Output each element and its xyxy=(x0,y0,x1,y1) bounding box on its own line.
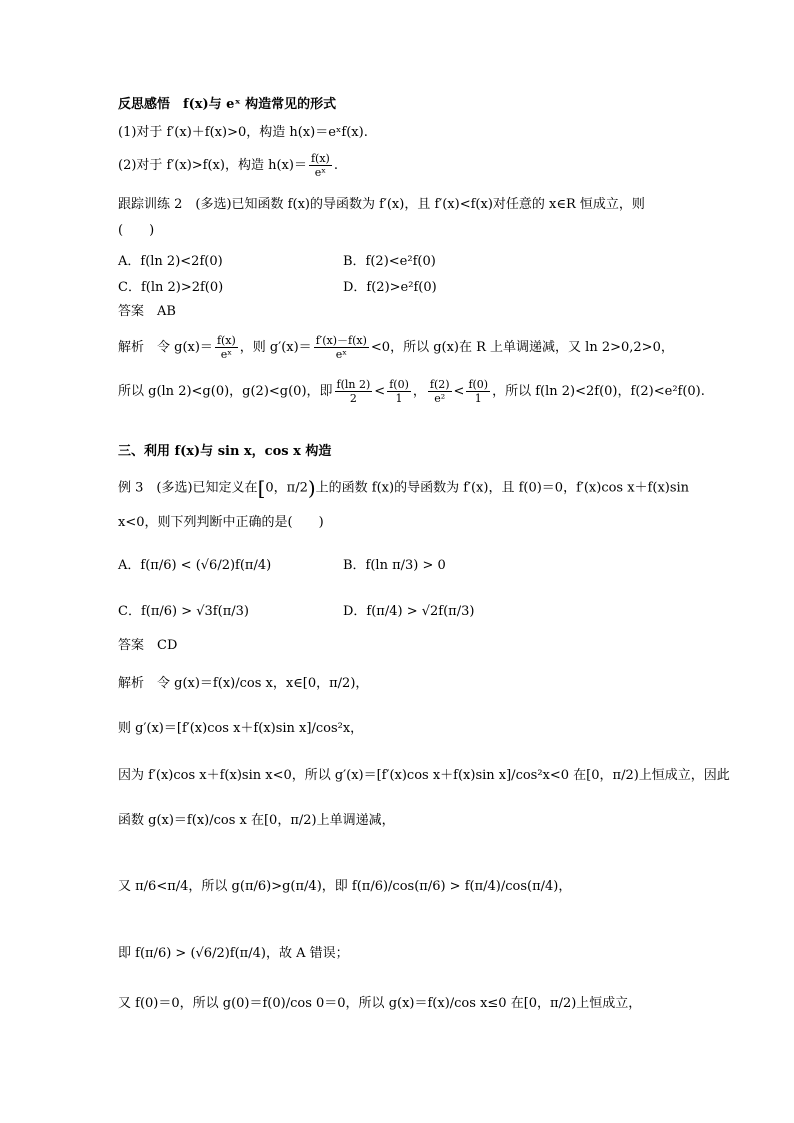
reflection-item-1: (1)对于 f′(x)＋f(x)>0，构造 h(x)＝eˣf(x). xyxy=(118,125,368,140)
example-3-option-a: A．f(π/6) < (√6/2)f(π/4) xyxy=(118,558,272,573)
fraction-denominator: 1 xyxy=(474,392,482,405)
example-3-solution-1: 解析 令 g(x)＝f(x)/cos x，x∈[0，π/2)， xyxy=(118,676,369,691)
example-3-option-c: C．f(π/6) > √3f(π/3) xyxy=(118,604,249,619)
fraction-denominator: 1 xyxy=(395,392,403,405)
exercise-2-solution-line1 xyxy=(118,334,674,361)
example-3-stem xyxy=(118,476,690,500)
interval-bracket: [ xyxy=(257,476,266,500)
example-3-option-d: D．f(π/4) > √2f(π/3) xyxy=(343,604,475,619)
example-3-solution-5: 又 π/6<π/4，所以 g(π/6)>g(π/4)，即 f(π/6)/cos(π/6) > f(π/4)/cos(π/4)， xyxy=(118,879,572,894)
exercise-2-answer: 答案 AB xyxy=(118,304,176,319)
fraction-numerator: f(ln 2) xyxy=(336,378,371,391)
item2-fraction xyxy=(309,152,332,179)
solution-fraction xyxy=(466,378,490,405)
solution-text: ，则 g′(x)＝ xyxy=(239,340,312,355)
fraction-numerator: f(x) xyxy=(310,152,330,165)
example-3-solution-4: 函数 g(x)＝f(x)/cos x 在[0，π/2)上单调递减， xyxy=(118,813,395,828)
exercise-2-stem: 跟踪训练 2 (多选)已知函数 f(x)的导函数为 f′(x)，且 f′(x)<f(x)对任意的 x∈R 恒成立，则 xyxy=(118,197,645,212)
fraction-numerator: f(0) xyxy=(389,378,409,391)
exercise-2-solution-line2: 所以 g(ln 2)<g(0)，g(2)<g(0)，即 $\frac{f(\ln 2)}{2}$ < $\frac{f(0)}{1}$ ， $\frac{f(2)}{\text{e²}}$ < $\frac{f(0)}{1}$ ，所以 f(ln 2)<2f(0)，f(2)<e²f(0). xyxy=(118,378,705,405)
solution-fraction xyxy=(335,378,373,405)
example-3-solution-3: 因为 f′(x)cos x＋f(x)sin x<0，所以 g′(x)＝[f′(x)cos x＋f(x)sin x]/cos²x<0 在[0，π/2)上恒成立，因此 xyxy=(118,768,730,783)
example-3-option-b: B．f(ln π/3) > 0 xyxy=(343,558,446,573)
solution-text: 所以 g(ln 2)<g(0)，g(2)<g(0)，即 xyxy=(118,384,333,399)
stem-text: 上的函数 f(x)的导函数为 f′(x)，且 f(0)＝0，f′(x)cos x＋f(x)sin xyxy=(315,480,690,496)
interval-paren: ) xyxy=(307,476,316,500)
fraction-denominator: e² xyxy=(434,392,446,405)
exercise-2-stem-line2: ( ) xyxy=(118,223,155,238)
item2-period: . xyxy=(333,158,338,173)
fraction-denominator: eˣ xyxy=(220,348,232,361)
reflection-item-2 xyxy=(118,152,338,179)
solution-fraction xyxy=(428,378,452,405)
fraction-numerator: f(0) xyxy=(468,378,489,391)
fraction-denominator: eˣ xyxy=(314,166,326,179)
fraction-denominator: 2 xyxy=(349,392,357,405)
example-3-stem-line2: x<0，则下列判断中正确的是( ) xyxy=(118,515,324,530)
item2-text: (2)对于 f′(x)>f(x)，构造 h(x)＝ xyxy=(118,158,307,173)
exercise-2-option-d: D．f(2)>e²f(0) xyxy=(343,280,437,295)
section-3-title: 三、利用 f(x)与 sin x，cos x 构造 xyxy=(118,444,332,459)
solution-fraction xyxy=(314,334,369,361)
solution-text: 解析 令 g(x)＝ xyxy=(118,340,213,355)
fraction-numerator: f′(x)－f(x) xyxy=(315,334,367,347)
solution-text: <0，所以 g(x)在 R 上单调递减，又 ln 2>0,2>0， xyxy=(370,340,674,355)
example-3-solution-7: 又 f(0)＝0，所以 g(0)＝f(0)/cos 0＝0，所以 g(x)＝f(x)/cos x≤0 在[0，π/2)上恒成立， xyxy=(118,996,642,1011)
example-3-solution-2: 则 g′(x)＝[f′(x)cos x＋f(x)sin x]/cos²x， xyxy=(118,721,364,736)
exercise-2-option-a: A．f(ln 2)<2f(0) xyxy=(118,254,223,269)
interval-text: 0，π/2 xyxy=(265,480,308,496)
fraction-numerator: f(2) xyxy=(429,378,450,391)
solution-fraction xyxy=(387,378,411,405)
reflection-heading: 反思感悟 f(x)与 eˣ 构造常见的形式 xyxy=(118,97,337,112)
example-3-answer: 答案 CD xyxy=(118,638,178,653)
exercise-2-option-c: C．f(ln 2)>2f(0) xyxy=(118,280,224,295)
fraction-denominator: eˣ xyxy=(335,348,347,361)
solution-text: ，所以 f(ln 2)<2f(0)，f(2)<e²f(0). xyxy=(492,384,705,399)
example-3-solution-6: 即 f(π/6) > (√6/2)f(π/4)，故 A 错误； xyxy=(118,946,349,961)
fraction-numerator: f(x) xyxy=(216,334,236,347)
stem-text: 例 3 (多选)已知定义在 xyxy=(118,480,258,496)
exercise-2-option-b: B．f(2)<e²f(0) xyxy=(343,254,436,269)
solution-fraction xyxy=(215,334,238,361)
